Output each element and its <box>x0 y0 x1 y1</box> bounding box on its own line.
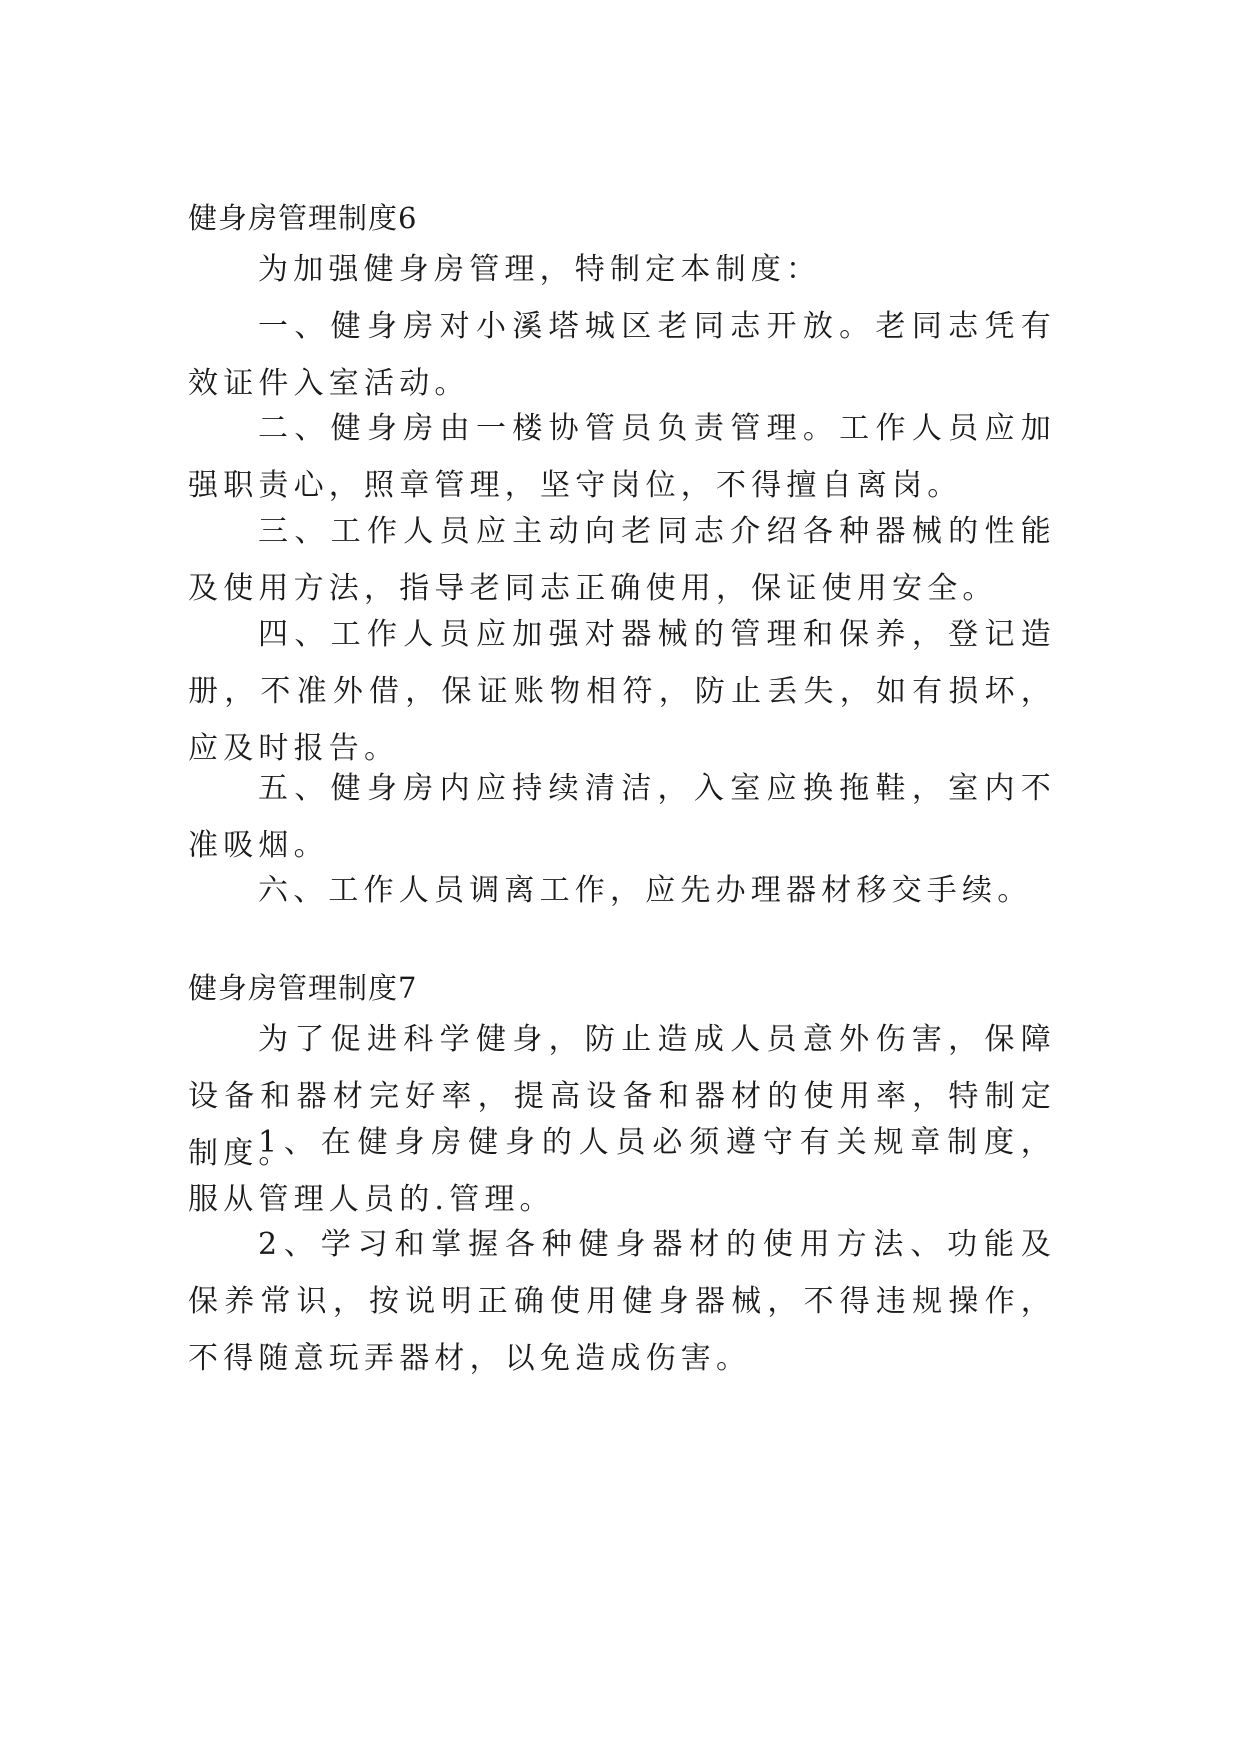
section-7-item-1: 1、在健身房健身的人员必须遵守有关规章制度，服从管理人员的.管理。 <box>188 1125 1056 1217</box>
section-6-item-2: 二、健身房由一楼协管员负责管理。工作人员应加强职责心，照章管理，坚守岗位，不得擅自离岗。 <box>188 411 1056 503</box>
section-6-item-6: 六、工作人员调离工作，应先办理器材移交手续。 <box>258 873 1033 908</box>
section-6-title: 健身房管理制度6 <box>188 201 418 235</box>
section-6-item-1: 一、健身房对小溪塔城区老同志开放。老同志凭有效证件入室活动。 <box>188 309 1056 401</box>
section-6-intro: 为加强健身房管理，特制定本制度： <box>258 252 822 287</box>
section-6-item-3: 三、工作人员应主动向老同志介绍各种器械的性能及使用方法，指导老同志正确使用，保证使用安全。 <box>188 514 1056 606</box>
section-7-item-2: 2、学习和掌握各种健身器材的使用方法、功能及保养常识，按说明正确使用健身器械，不得违规操作，不得随意玩弄器材，以免造成伤害。 <box>188 1227 1056 1376</box>
section-7-intro: 为了促进科学健身，防止造成人员意外伤害，保障设备和器材完好率，提高设备和器材的使用率，特制定制度。 <box>188 1022 1056 1171</box>
section-6-item-4: 四、工作人员应加强对器械的管理和保养，登记造册，不准外借，保证账物相符，防止丢失，如有损坏，应及时报告。 <box>188 617 1056 766</box>
section-6-item-5: 五、健身房内应持续清洁，入室应换拖鞋，室内不准吸烟。 <box>188 771 1056 863</box>
section-7-title: 健身房管理制度7 <box>188 971 418 1005</box>
